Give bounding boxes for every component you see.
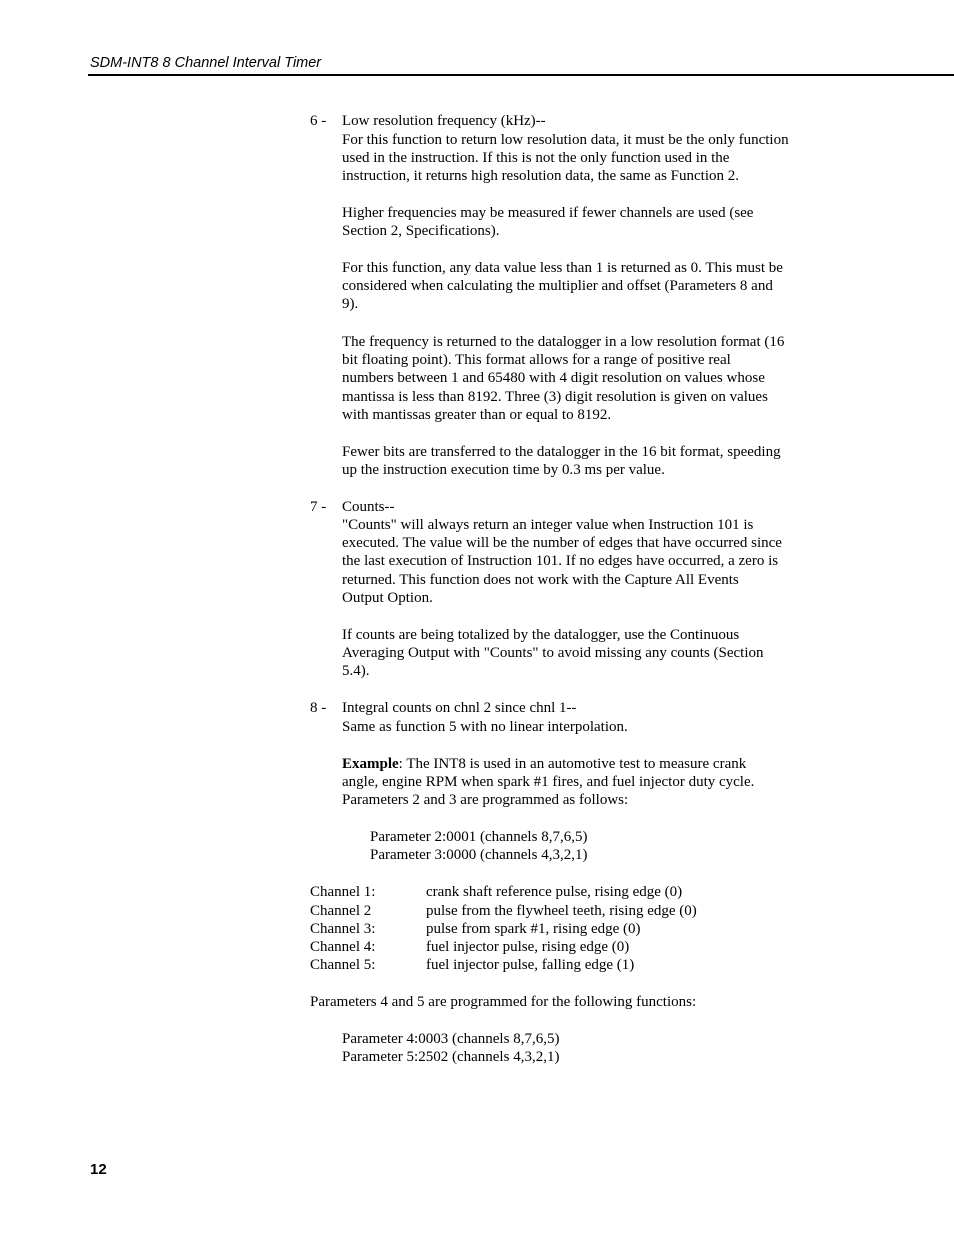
item-8-paragraph: Same as function 5 with no linear interpolation. — [342, 719, 628, 735]
channel-label: Channel 3: — [310, 921, 376, 937]
item-6-paragraph: For this function to return low resolution data, it must be the only function used in the instruction. If this is not the only function used in the instruction, it returns high resolution data, the same as Function 2. — [342, 132, 789, 185]
item-6-paragraph: Fewer bits are transferred to the datalogger in the 16 bit format, speeding up the instruction execution time by 0.3 ms per value. — [342, 444, 781, 479]
item-8-number: 8 - — [310, 700, 327, 716]
channel-description: fuel injector pulse, falling edge (1) — [426, 957, 635, 973]
item-7-paragraph: If counts are being totalized by the datalogger, use the Continuous Averaging Output with "Counts" to avoid missing any counts (Section 5.4). — [342, 627, 764, 680]
channel-label: Channel 1: — [310, 884, 376, 900]
example-paragraph: Example: The INT8 is used in an automotive test to measure crank angle, engine RPM when spark #1 fires, and fuel injector duty cycle. Parameters 2 and 3 are programmed as follows: — [342, 756, 755, 809]
item-6-paragraph: Higher frequencies may be measured if fewer channels are used (see Section 2, Specifications). — [342, 205, 754, 240]
parameter-list: Parameter 4:0003 (channels 8,7,6,5) Parameter 5:2502 (channels 4,3,2,1) — [342, 1031, 560, 1066]
channel-description: pulse from spark #1, rising edge (0) — [426, 921, 641, 937]
parameters-intro: Parameters 4 and 5 are programmed for the following functions: — [310, 994, 697, 1010]
item-6-title: Low resolution frequency (kHz)-- — [342, 113, 546, 129]
channel-label: Channel 2 — [310, 903, 372, 919]
item-8-title: Integral counts on chnl 2 since chnl 1-- — [342, 700, 577, 716]
page-number: 12 — [90, 1161, 107, 1178]
channel-description: crank shaft reference pulse, rising edge (0) — [426, 884, 683, 900]
item-6-number: 6 - — [310, 113, 327, 129]
channel-description: fuel injector pulse, rising edge (0) — [426, 939, 630, 955]
example-label: Example — [342, 756, 399, 772]
parameter-list: Parameter 2:0001 (channels 8,7,6,5) Parameter 3:0000 (channels 4,3,2,1) — [370, 829, 588, 864]
running-header: SDM-INT8 8 Channel Interval Timer — [90, 55, 322, 71]
channel-label: Channel 5: — [310, 957, 376, 973]
item-6-paragraph: The frequency is returned to the datalogger in a low resolution format (16 bit floating point). This format allows for a range of positive real numbers between 1 and 65480 with 4 digit resolution on values whose mantissa is less than 8192. Three (3) digit resolution is given on values with mantissas greater than or equal to 8192. — [342, 334, 785, 423]
channel-label: Channel 4: — [310, 939, 376, 955]
channel-description: pulse from the flywheel teeth, rising edge (0) — [426, 903, 697, 919]
item-6-paragraph: For this function, any data value less than 1 is returned as 0. This must be considered when calculating the multiplier and offset (Parameters 8 and 9). — [342, 260, 783, 313]
item-7-title: Counts-- — [342, 499, 395, 515]
item-7-number: 7 - — [310, 499, 327, 515]
item-7-paragraph: "Counts" will always return an integer value when Instruction 101 is executed. The value will be the number of edges that have occurred since the last execution of Instruction 101. If no edges have occurred, a zero is returned. This function does not work with the Capture All Events Output Option. — [342, 517, 782, 606]
